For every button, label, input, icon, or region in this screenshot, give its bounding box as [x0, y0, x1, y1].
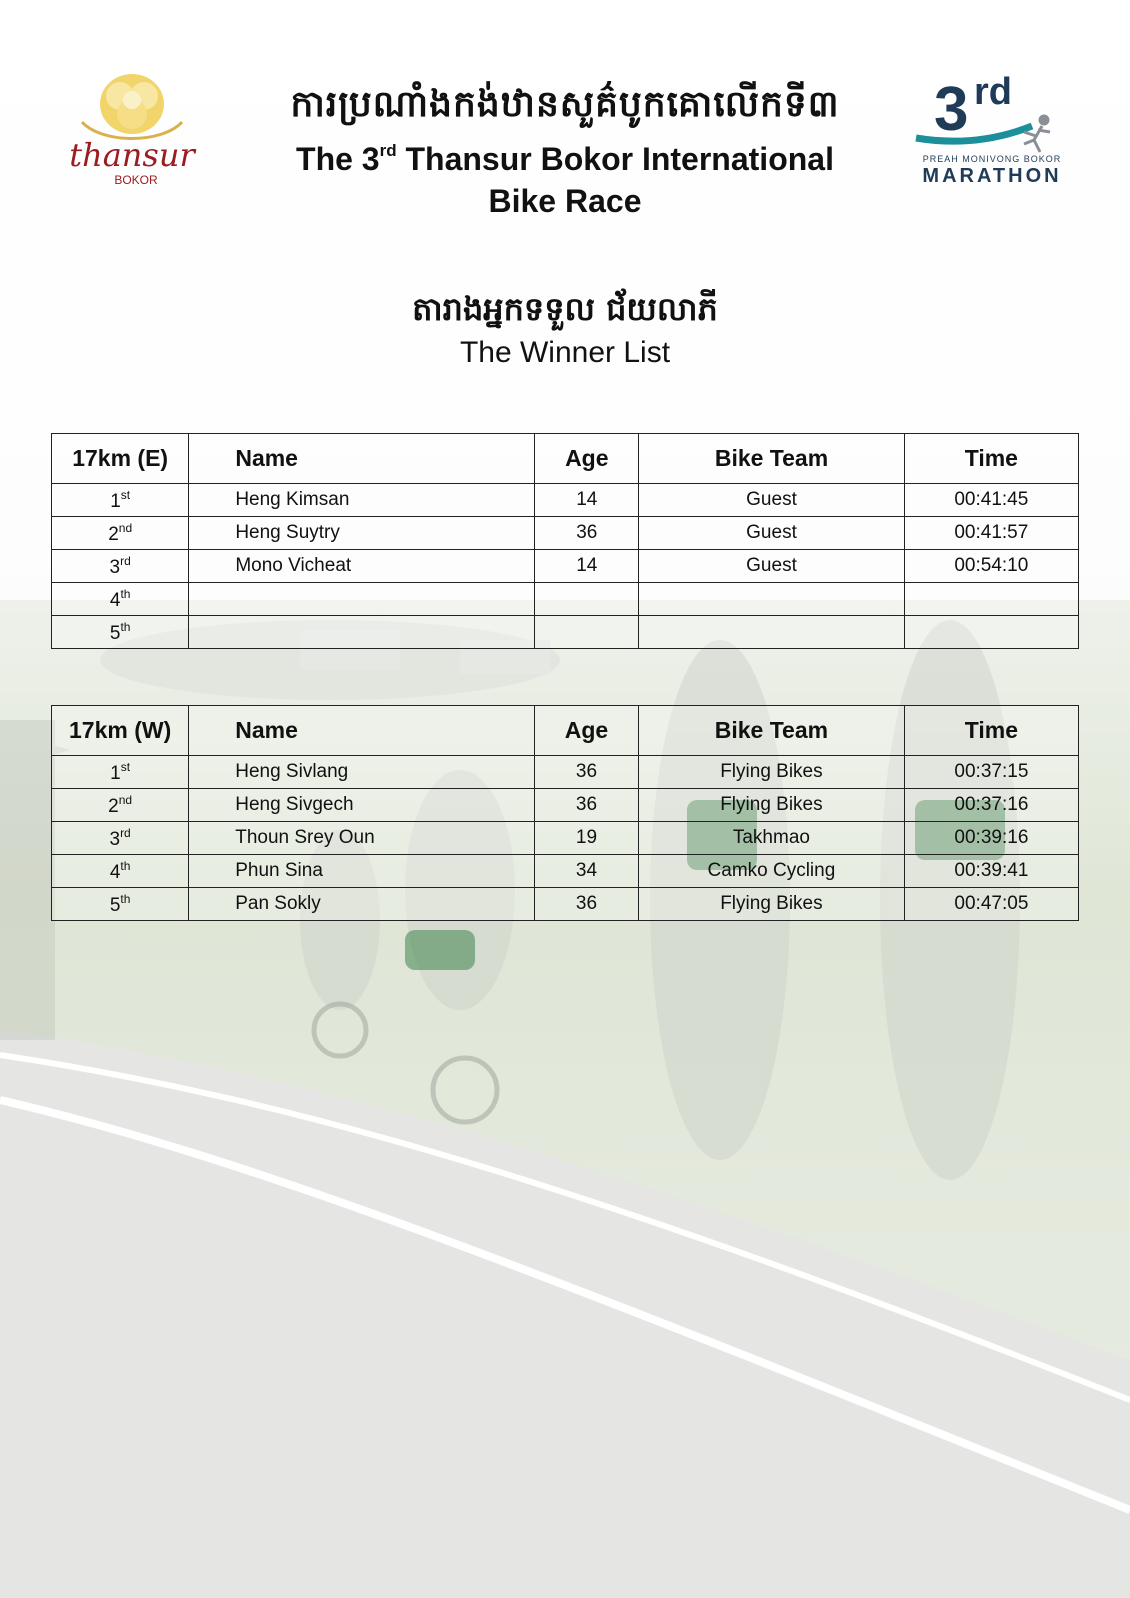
time-cell: [904, 583, 1078, 616]
title-english-pre: The 3: [296, 141, 380, 177]
time-cell: 00:41:57: [904, 517, 1078, 550]
category-header: 17km (W): [52, 706, 189, 756]
time-cell: 00:41:45: [904, 484, 1078, 517]
place-suffix: th: [120, 858, 131, 873]
place-cell: [52, 484, 189, 517]
place-suffix: nd: [118, 792, 133, 807]
table-row: [52, 789, 1079, 822]
time-cell: 00:54:10: [904, 550, 1078, 583]
team-cell: Takhmao: [639, 822, 905, 855]
table-header-row: [52, 434, 1079, 484]
age-cell: 36: [534, 888, 638, 921]
place-number: 1: [110, 490, 121, 512]
time-cell: 00:47:05: [904, 888, 1078, 921]
name-cell: Pan Sokly: [189, 888, 535, 921]
place-cell: [52, 789, 189, 822]
table-row: [52, 484, 1079, 517]
team-cell: Guest: [639, 484, 904, 517]
time-cell: 00:39:41: [904, 855, 1078, 888]
name-cell: [189, 583, 535, 616]
title-english: [260, 130, 870, 180]
place-cell: [52, 888, 189, 921]
age-cell: 36: [535, 517, 639, 550]
thansur-bokor-logo: [62, 66, 202, 190]
place-cell: [52, 855, 189, 888]
place-number: 4: [109, 861, 121, 883]
title-english-post: Thansur Bokor International: [396, 141, 834, 177]
name-cell: Heng Suytry: [189, 517, 535, 550]
place-suffix: nd: [118, 520, 133, 535]
results-table-17km-e: [51, 433, 1079, 649]
table-row: [52, 616, 1079, 649]
age-cell: 36: [534, 756, 638, 789]
place-number: 1: [110, 762, 121, 784]
team-cell: Flying Bikes: [639, 888, 905, 921]
time-cell: 00:39:16: [904, 822, 1078, 855]
place-cell: [52, 583, 189, 616]
time-header: Time: [904, 706, 1078, 756]
winner-list-heading: [300, 285, 830, 373]
name-cell: Heng Sivgech: [189, 789, 535, 822]
place-suffix: th: [120, 891, 131, 906]
place-suffix: st: [120, 759, 131, 774]
table-row: [52, 855, 1079, 888]
table-row: [52, 822, 1079, 855]
table-row: [52, 583, 1079, 616]
name-cell: Thoun Srey Oun: [189, 822, 535, 855]
table-row: [52, 550, 1079, 583]
name-cell: Mono Vicheat: [189, 550, 535, 583]
time-cell: [904, 616, 1078, 649]
place-suffix: rd: [120, 553, 131, 568]
title-english-sup: rd: [379, 141, 397, 160]
time-cell: 00:37:16: [904, 789, 1078, 822]
team-cell: [639, 616, 904, 649]
title-english-line2: Bike Race: [488, 183, 642, 219]
title-khmer: ការប្រណាំងកង់ឋានសួគ៌បូកគោលើកទី៣: [290, 84, 840, 125]
place-number: 3: [109, 556, 121, 578]
age-cell: [535, 583, 639, 616]
table-row: [52, 517, 1079, 550]
logo-left-word: thansur: [69, 136, 195, 174]
age-cell: 34: [534, 855, 638, 888]
team-cell: [639, 583, 904, 616]
logo-right-big: 3: [934, 75, 969, 144]
place-suffix: rd: [120, 825, 131, 840]
age-cell: 36: [534, 789, 638, 822]
time-cell: 00:37:15: [904, 756, 1078, 789]
team-cell: Guest: [639, 517, 904, 550]
subtitle-english: The Winner List: [459, 336, 671, 369]
name-cell: Phun Sina: [189, 855, 535, 888]
place-suffix: st: [120, 487, 131, 502]
name-cell: [189, 616, 535, 649]
place-suffix: th: [120, 586, 131, 601]
results-table-17km-w: [51, 705, 1079, 921]
table-row: [52, 888, 1079, 921]
name-cell: Heng Kimsan: [189, 484, 535, 517]
logo-left-sub: BOKOR: [114, 173, 158, 187]
team-cell: Guest: [639, 550, 904, 583]
place-number: 2: [108, 795, 119, 817]
name-header: Name: [189, 706, 535, 756]
place-number: 4: [109, 589, 121, 611]
table-header-row: [52, 706, 1079, 756]
page-title: [260, 80, 870, 222]
place-number: 5: [109, 894, 121, 916]
category-header: 17km (E): [52, 434, 189, 484]
age-header: Age: [534, 706, 638, 756]
place-cell: [52, 822, 189, 855]
team-cell: Flying Bikes: [639, 789, 905, 822]
place-number: 2: [108, 523, 119, 545]
place-number: 3: [109, 828, 121, 850]
place-cell: [52, 616, 189, 649]
place-suffix: th: [120, 619, 131, 634]
team-header: Bike Team: [639, 434, 904, 484]
age-cell: 14: [535, 484, 639, 517]
team-cell: Flying Bikes: [639, 756, 905, 789]
team-header: Bike Team: [639, 706, 905, 756]
logo-right-word: MARATHON: [922, 165, 1062, 187]
age-header: Age: [535, 434, 639, 484]
team-cell: Camko Cycling: [639, 855, 905, 888]
marathon-logo: [912, 70, 1072, 190]
subtitle-khmer: តារាងអ្នកទទួល ជ័យលាភី: [412, 290, 718, 328]
runner-icon: [1024, 116, 1050, 152]
name-cell: Heng Sivlang: [189, 756, 535, 789]
logo-right-small: PREAH MONIVONG BOKOR: [922, 154, 1062, 164]
table-row: [52, 756, 1079, 789]
place-cell: [52, 756, 189, 789]
place-cell: [52, 517, 189, 550]
place-number: 5: [109, 622, 121, 644]
age-cell: 14: [535, 550, 639, 583]
time-header: Time: [904, 434, 1078, 484]
age-cell: 19: [534, 822, 638, 855]
name-header: Name: [189, 434, 535, 484]
header: [0, 0, 1130, 260]
age-cell: [535, 616, 639, 649]
logo-right-sup: rd: [974, 71, 1012, 113]
flower-icon: [82, 74, 182, 139]
place-cell: [52, 550, 189, 583]
